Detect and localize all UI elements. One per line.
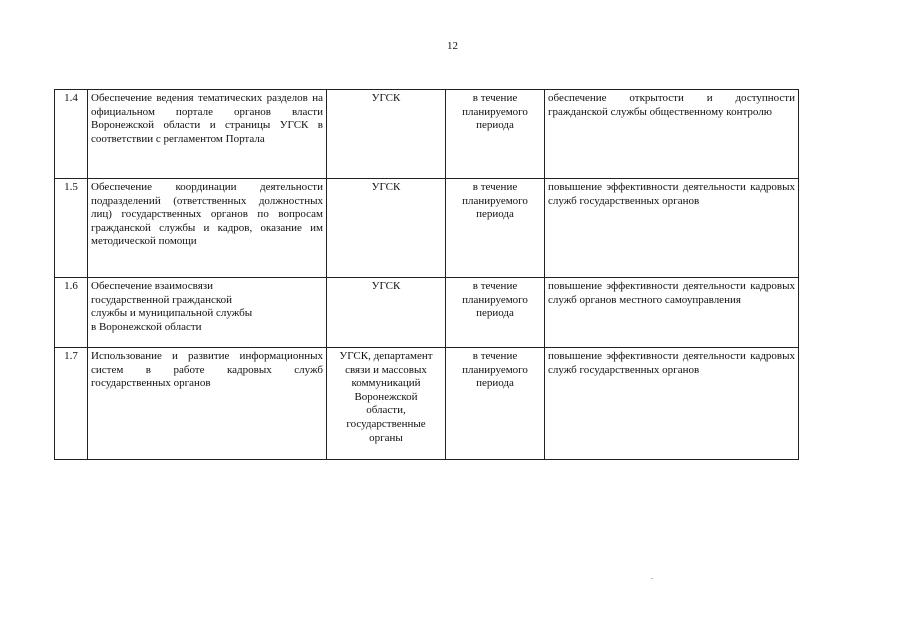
term-cell [446,278,545,348]
term-cell [446,179,545,278]
measure-text: Обеспечение ведения тематических разделов на официальном портале органов власти Воронежской области и страницы УГСК в соответствии с регламентом Портала [91,92,323,145]
table-row [55,90,799,179]
term-text: в течение планируемого периода [462,350,528,390]
term-cell [446,90,545,179]
row-number: 1.5 [55,179,88,278]
measure-cell [88,348,327,460]
result-text: повышение эффективности деятельности кадровых служб государственных органов [548,350,795,376]
executor-text: УГСК [371,280,401,292]
result-text: обеспечение открытости и доступности гражданской службы общественному контролю [548,92,795,118]
page-number: 12 [447,40,458,52]
measure-text: Использование и развитие информационных систем в работе кадровых служб государственных органов [91,350,323,390]
executor-text: УГСК, департамент связи и массовых коммуникаций Воронежской области, государственные органы [339,350,433,444]
plan-table [54,89,799,460]
executor-cell [327,179,446,278]
result-cell [545,179,799,278]
result-cell [545,278,799,348]
table-row [55,348,799,460]
executor-cell [327,348,446,460]
term-cell [446,348,545,460]
row-number: 1.4 [55,90,88,179]
measure-cell [88,179,327,278]
result-text: повышение эффективности деятельности кадровых служб органов местного самоуправления [548,280,795,306]
measure-cell [88,90,327,179]
term-text: в течение планируемого периода [462,92,528,132]
result-text: повышение эффективности деятельности кадровых служб государственных органов [548,181,795,207]
row-number: 1.7 [55,348,88,460]
executor-text: УГСК [371,92,401,104]
executor-cell [327,278,446,348]
term-text: в течение планируемого периода [462,280,528,320]
table-row [55,278,799,348]
executor-cell [327,90,446,179]
measure-text: Обеспечение координации деятельности подразделений (ответственных должностных лиц) государственных органов по вопросам гражданской службы и кадров, оказание им методической помощи [91,181,323,248]
term-text: в течение планируемого периода [462,181,528,221]
result-cell [545,348,799,460]
executor-text: УГСК [371,181,401,193]
scan-speck [651,578,653,579]
measure-text: Обеспечение взаимосвязи государственной гражданской службы и муниципальной службы в Воронежской области [91,280,253,333]
row-number: 1.6 [55,278,88,348]
measure-cell [88,278,327,348]
table-row [55,179,799,278]
result-cell [545,90,799,179]
